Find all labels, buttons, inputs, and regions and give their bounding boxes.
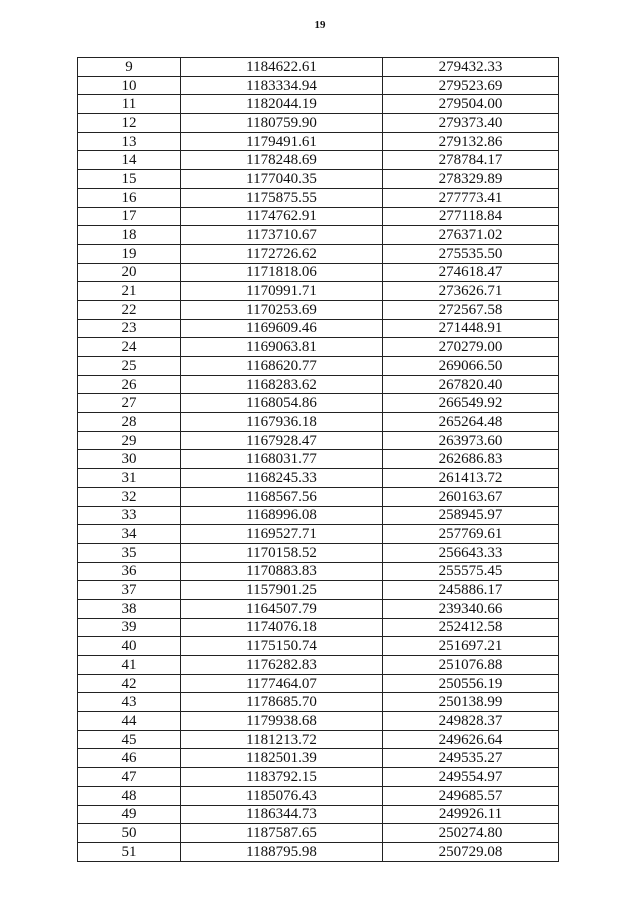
point-number-cell: 46 — [78, 749, 181, 768]
table-row — [78, 282, 559, 301]
x-coordinate-cell: 1157901.25 — [181, 581, 383, 600]
y-coordinate-cell: 257769.61 — [383, 525, 559, 544]
x-coordinate-cell: 1168054.86 — [181, 394, 383, 413]
x-coordinate-cell: 1170158.52 — [181, 543, 383, 562]
x-coordinate-cell: 1179491.61 — [181, 132, 383, 151]
table-row — [78, 58, 559, 77]
y-coordinate-cell: 279504.00 — [383, 95, 559, 114]
x-coordinate-cell: 1164507.79 — [181, 599, 383, 618]
x-coordinate-cell: 1177464.07 — [181, 674, 383, 693]
x-coordinate-cell: 1173710.67 — [181, 226, 383, 245]
coordinates-table — [77, 57, 559, 862]
x-coordinate-cell: 1168283.62 — [181, 375, 383, 394]
point-number-cell: 18 — [78, 226, 181, 245]
x-coordinate-cell: 1169063.81 — [181, 338, 383, 357]
x-coordinate-cell: 1167936.18 — [181, 413, 383, 432]
y-coordinate-cell: 279523.69 — [383, 76, 559, 95]
y-coordinate-cell: 266549.92 — [383, 394, 559, 413]
table-row — [78, 450, 559, 469]
table-row — [78, 768, 559, 787]
point-number-cell: 43 — [78, 693, 181, 712]
y-coordinate-cell: 273626.71 — [383, 282, 559, 301]
y-coordinate-cell: 277118.84 — [383, 207, 559, 226]
y-coordinate-cell: 265264.48 — [383, 413, 559, 432]
point-number-cell: 22 — [78, 300, 181, 319]
y-coordinate-cell: 271448.91 — [383, 319, 559, 338]
y-coordinate-cell: 278784.17 — [383, 151, 559, 170]
y-coordinate-cell: 276371.02 — [383, 226, 559, 245]
y-coordinate-cell: 263973.60 — [383, 431, 559, 450]
point-number-cell: 38 — [78, 599, 181, 618]
point-number-cell: 33 — [78, 506, 181, 525]
y-coordinate-cell: 277773.41 — [383, 188, 559, 207]
y-coordinate-cell: 258945.97 — [383, 506, 559, 525]
y-coordinate-cell: 250274.80 — [383, 824, 559, 843]
y-coordinate-cell: 270279.00 — [383, 338, 559, 357]
x-coordinate-cell: 1182501.39 — [181, 749, 383, 768]
x-coordinate-cell: 1169609.46 — [181, 319, 383, 338]
table-row — [78, 300, 559, 319]
table-row — [78, 76, 559, 95]
y-coordinate-cell: 279132.86 — [383, 132, 559, 151]
point-number-cell: 19 — [78, 244, 181, 263]
table-row — [78, 413, 559, 432]
x-coordinate-cell: 1183334.94 — [181, 76, 383, 95]
point-number-cell: 16 — [78, 188, 181, 207]
x-coordinate-cell: 1179938.68 — [181, 712, 383, 731]
table-row — [78, 132, 559, 151]
table-row — [78, 226, 559, 245]
x-coordinate-cell: 1184622.61 — [181, 58, 383, 77]
point-number-cell: 41 — [78, 656, 181, 675]
table-row — [78, 338, 559, 357]
point-number-cell: 14 — [78, 151, 181, 170]
table-row — [78, 469, 559, 488]
point-number-cell: 26 — [78, 375, 181, 394]
table-row — [78, 151, 559, 170]
point-number-cell: 47 — [78, 768, 181, 787]
point-number-cell: 13 — [78, 132, 181, 151]
x-coordinate-cell: 1172726.62 — [181, 244, 383, 263]
table-row — [78, 674, 559, 693]
x-coordinate-cell: 1187587.65 — [181, 824, 383, 843]
point-number-cell: 39 — [78, 618, 181, 637]
y-coordinate-cell: 275535.50 — [383, 244, 559, 263]
point-number-cell: 49 — [78, 805, 181, 824]
y-coordinate-cell: 269066.50 — [383, 357, 559, 376]
table-row — [78, 581, 559, 600]
point-number-cell: 23 — [78, 319, 181, 338]
point-number-cell: 25 — [78, 357, 181, 376]
point-number-cell: 10 — [78, 76, 181, 95]
y-coordinate-cell: 249828.37 — [383, 712, 559, 731]
point-number-cell: 34 — [78, 525, 181, 544]
point-number-cell: 37 — [78, 581, 181, 600]
x-coordinate-cell: 1188795.98 — [181, 842, 383, 861]
x-coordinate-cell: 1177040.35 — [181, 170, 383, 189]
table-row — [78, 543, 559, 562]
table-row — [78, 357, 559, 376]
table-row — [78, 319, 559, 338]
point-number-cell: 51 — [78, 842, 181, 861]
point-number-cell: 20 — [78, 263, 181, 282]
x-coordinate-cell: 1183792.15 — [181, 768, 383, 787]
x-coordinate-cell: 1168567.56 — [181, 487, 383, 506]
point-number-cell: 24 — [78, 338, 181, 357]
table-row — [78, 637, 559, 656]
x-coordinate-cell: 1168620.77 — [181, 357, 383, 376]
table-row — [78, 842, 559, 861]
table-row — [78, 244, 559, 263]
table-row — [78, 263, 559, 282]
point-number-cell: 40 — [78, 637, 181, 656]
x-coordinate-cell: 1170253.69 — [181, 300, 383, 319]
table-row — [78, 431, 559, 450]
table-row — [78, 656, 559, 675]
x-coordinate-cell: 1169527.71 — [181, 525, 383, 544]
y-coordinate-cell: 260163.67 — [383, 487, 559, 506]
y-coordinate-cell: 251076.88 — [383, 656, 559, 675]
point-number-cell: 21 — [78, 282, 181, 301]
x-coordinate-cell: 1185076.43 — [181, 786, 383, 805]
y-coordinate-cell: 262686.83 — [383, 450, 559, 469]
y-coordinate-cell: 272567.58 — [383, 300, 559, 319]
y-coordinate-cell: 249926.11 — [383, 805, 559, 824]
x-coordinate-cell: 1171818.06 — [181, 263, 383, 282]
table-row — [78, 712, 559, 731]
y-coordinate-cell: 261413.72 — [383, 469, 559, 488]
y-coordinate-cell: 278329.89 — [383, 170, 559, 189]
point-number-cell: 17 — [78, 207, 181, 226]
x-coordinate-cell: 1180759.90 — [181, 114, 383, 133]
x-coordinate-cell: 1178248.69 — [181, 151, 383, 170]
point-number-cell: 9 — [78, 58, 181, 77]
y-coordinate-cell: 279373.40 — [383, 114, 559, 133]
y-coordinate-cell: 251697.21 — [383, 637, 559, 656]
y-coordinate-cell: 249626.64 — [383, 730, 559, 749]
point-number-cell: 36 — [78, 562, 181, 581]
x-coordinate-cell: 1168031.77 — [181, 450, 383, 469]
y-coordinate-cell: 250729.08 — [383, 842, 559, 861]
y-coordinate-cell: 239340.66 — [383, 599, 559, 618]
x-coordinate-cell: 1167928.47 — [181, 431, 383, 450]
x-coordinate-cell: 1181213.72 — [181, 730, 383, 749]
x-coordinate-cell: 1170991.71 — [181, 282, 383, 301]
y-coordinate-cell: 249535.27 — [383, 749, 559, 768]
point-number-cell: 11 — [78, 95, 181, 114]
point-number-cell: 27 — [78, 394, 181, 413]
coordinates-table-body — [78, 58, 559, 862]
table-row — [78, 749, 559, 768]
point-number-cell: 12 — [78, 114, 181, 133]
x-coordinate-cell: 1186344.73 — [181, 805, 383, 824]
x-coordinate-cell: 1175875.55 — [181, 188, 383, 207]
table-row — [78, 170, 559, 189]
y-coordinate-cell: 274618.47 — [383, 263, 559, 282]
point-number-cell: 30 — [78, 450, 181, 469]
table-row — [78, 730, 559, 749]
point-number-cell: 45 — [78, 730, 181, 749]
point-number-cell: 15 — [78, 170, 181, 189]
x-coordinate-cell: 1168245.33 — [181, 469, 383, 488]
y-coordinate-cell: 256643.33 — [383, 543, 559, 562]
y-coordinate-cell: 255575.45 — [383, 562, 559, 581]
point-number-cell: 48 — [78, 786, 181, 805]
table-row — [78, 207, 559, 226]
table-row — [78, 693, 559, 712]
x-coordinate-cell: 1182044.19 — [181, 95, 383, 114]
y-coordinate-cell: 249685.57 — [383, 786, 559, 805]
y-coordinate-cell: 250556.19 — [383, 674, 559, 693]
x-coordinate-cell: 1170883.83 — [181, 562, 383, 581]
point-number-cell: 32 — [78, 487, 181, 506]
y-coordinate-cell: 250138.99 — [383, 693, 559, 712]
y-coordinate-cell: 267820.40 — [383, 375, 559, 394]
table-row — [78, 394, 559, 413]
x-coordinate-cell: 1174762.91 — [181, 207, 383, 226]
table-row — [78, 506, 559, 525]
point-number-cell: 42 — [78, 674, 181, 693]
table-row — [78, 562, 559, 581]
table-row — [78, 618, 559, 637]
y-coordinate-cell: 249554.97 — [383, 768, 559, 787]
table-row — [78, 487, 559, 506]
point-number-cell: 29 — [78, 431, 181, 450]
table-row — [78, 95, 559, 114]
x-coordinate-cell: 1174076.18 — [181, 618, 383, 637]
point-number-cell: 28 — [78, 413, 181, 432]
table-row — [78, 525, 559, 544]
table-row — [78, 188, 559, 207]
point-number-cell: 44 — [78, 712, 181, 731]
point-number-cell: 31 — [78, 469, 181, 488]
table-row — [78, 786, 559, 805]
table-row — [78, 599, 559, 618]
x-coordinate-cell: 1178685.70 — [181, 693, 383, 712]
y-coordinate-cell: 245886.17 — [383, 581, 559, 600]
x-coordinate-cell: 1176282.83 — [181, 656, 383, 675]
table-row — [78, 824, 559, 843]
page-number: 19 — [314, 19, 326, 31]
point-number-cell: 50 — [78, 824, 181, 843]
table-row — [78, 114, 559, 133]
y-coordinate-cell: 279432.33 — [383, 58, 559, 77]
point-number-cell: 35 — [78, 543, 181, 562]
table-row — [78, 805, 559, 824]
y-coordinate-cell: 252412.58 — [383, 618, 559, 637]
x-coordinate-cell: 1168996.08 — [181, 506, 383, 525]
table-row — [78, 375, 559, 394]
x-coordinate-cell: 1175150.74 — [181, 637, 383, 656]
